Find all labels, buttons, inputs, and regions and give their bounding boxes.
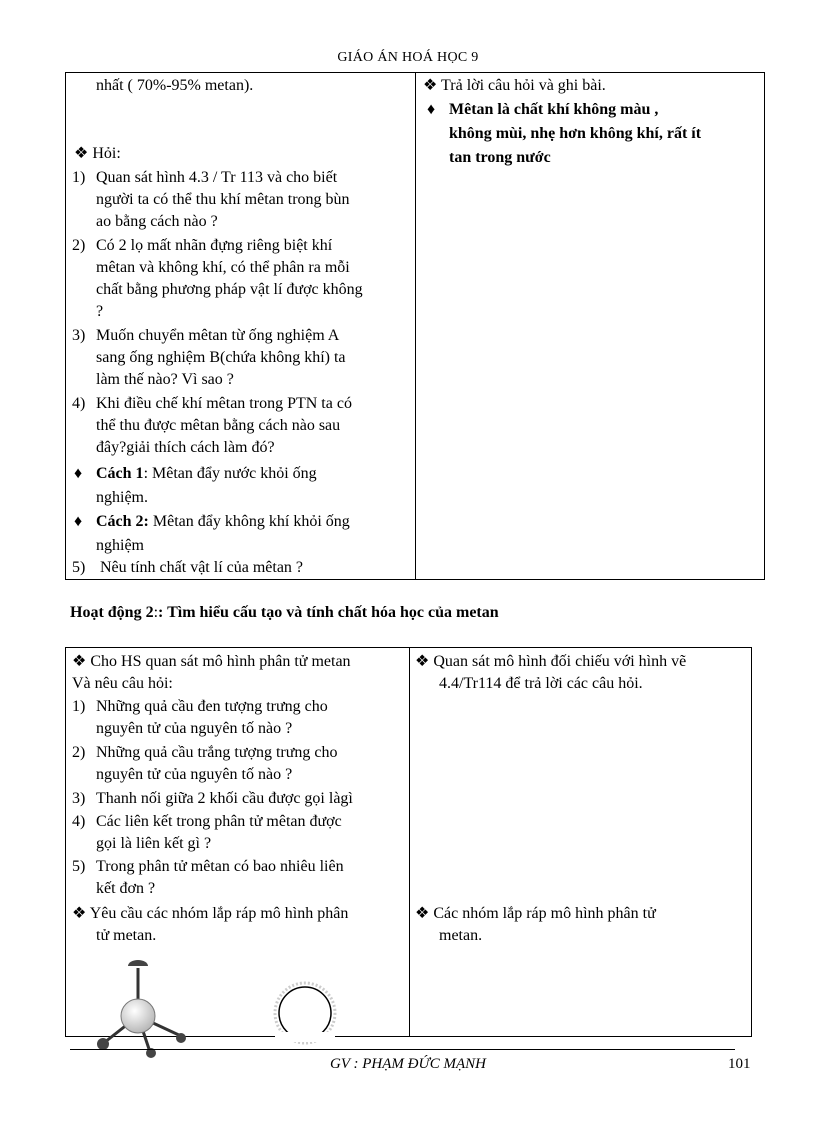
q2-line1: Những quả cầu trắng tượng trưng cho <box>96 744 338 761</box>
observe-line1: ❖ Quan sát mô hình đối chiếu với hình vẽ <box>415 653 687 670</box>
q2-number: 2) <box>72 237 86 254</box>
intro-line1: ❖ Cho HS quan sát mô hình phân tử metan <box>72 653 351 670</box>
left-column <box>66 73 415 579</box>
section-heading: Hoạt động 2:: Tìm hiểu cấu tạo và tính chất hóa học của metan <box>70 604 499 621</box>
footer-teacher: GV : PHẠM ĐỨC MẠNH <box>330 1056 487 1072</box>
section-title: : Tìm hiểu cấu tạo và tính chất hóa học của metan <box>158 604 499 621</box>
sphere-ring-icon <box>275 983 335 1043</box>
q4-line2: gọi là liên kết gì ? <box>96 835 212 852</box>
q2-line4: ? <box>96 303 104 320</box>
q1-line1: Những quả cầu đen tượng trưng cho <box>96 698 328 715</box>
q5-number: 5) <box>72 559 86 576</box>
q3-line2: sang ống nghiệm B(chứa không khí) ta <box>96 349 346 366</box>
q4-line1: Khi điều chế khí mêtan trong PTN ta có <box>96 395 352 412</box>
q2-number: 2) <box>72 744 86 761</box>
answer-line3: tan trong nước <box>449 149 551 166</box>
method-1: Cách 1: Mêtan đẩy nước khỏi ống <box>96 465 317 482</box>
q5-line1: Nêu tính chất vật lí của mêtan ? <box>100 559 304 576</box>
right-column <box>415 73 764 579</box>
q4-number: 4) <box>72 395 86 412</box>
answer-instruction: ❖ Trả lời câu hỏi và ghi bài. <box>423 77 606 94</box>
assemble-line1: ❖ Các nhóm lắp ráp mô hình phân tử <box>415 905 656 922</box>
q1-line2: nguyên tử của nguyên tố nào ? <box>96 720 293 737</box>
q4-number: 4) <box>72 813 86 830</box>
answer-line2: không mùi, nhẹ hơn không khí, rất ít <box>449 125 702 142</box>
page-header: GIÁO ÁN HOÁ HỌC 9 <box>337 50 479 65</box>
task-line2: tử metan. <box>96 927 157 944</box>
q5-line1: Trong phân tử mêtan có bao nhiêu liên <box>96 858 344 875</box>
diamond-bullet-icon: ♦ <box>427 101 436 118</box>
method-1-cont: nghiệm. <box>96 489 148 506</box>
q3-number: 3) <box>72 327 86 344</box>
q2-line2: mêtan và không khí, có thể phân ra mỗi <box>96 259 350 276</box>
methane-molecule-icon <box>97 960 186 1058</box>
q3-number: 3) <box>72 790 86 807</box>
q1-line1: Quan sát hình 4.3 / Tr 113 và cho biết <box>96 169 338 186</box>
diamond-bullet-icon: ♦ <box>74 465 83 482</box>
answer-line1: Mêtan là chất khí không màu , <box>449 101 659 118</box>
table-activity-1 <box>65 72 765 580</box>
observe-line2: 4.4/Tr114 để trả lời các câu hỏi. <box>439 675 643 692</box>
q5-line2: kết đơn ? <box>96 880 156 897</box>
method-2: Cách 2: Mêtan đẩy không khí khỏi ống <box>96 513 350 530</box>
q3-line1: Muốn chuyển mêtan từ ống nghiệm A <box>96 327 340 344</box>
q1-line2: người ta có thể thu khí mêtan trong bùn <box>96 191 350 208</box>
continued-text: nhất ( 70%-95% metan). <box>96 77 254 94</box>
footer-rule <box>70 1049 735 1050</box>
q1-line3: ao bằng cách nào ? <box>96 213 218 230</box>
task-line1: ❖ Yêu cầu các nhóm lắp ráp mô hình phân <box>72 905 349 922</box>
q4-line3: đây?giải thích cách làm đó? <box>96 439 275 456</box>
intro-line2: Và nêu câu hỏi: <box>72 675 173 692</box>
q5-number: 5) <box>72 858 86 875</box>
q3-line1: Thanh nối giữa 2 khối cầu được gọi làgì <box>96 790 353 807</box>
q4-line2: thể thu được mêtan bằng cách nào sau <box>96 417 341 434</box>
question-heading: ❖ Hỏi: <box>74 145 121 162</box>
q2-line3: chất bằng phương pháp vật lí được không <box>96 281 363 298</box>
q3-line3: làm thế nào? Vì sao ? <box>96 371 234 388</box>
q2-line1: Có 2 lọ mất nhãn đựng riêng biệt khí <box>96 237 333 254</box>
q1-number: 1) <box>72 698 86 715</box>
q1-number: 1) <box>72 169 86 186</box>
method-2-cont: nghiệm <box>96 537 144 554</box>
page-number: 101 <box>728 1056 751 1072</box>
q4-line1: Các liên kết trong phân tử mêtan được <box>96 813 342 830</box>
diamond-bullet-icon: ♦ <box>74 513 83 530</box>
assemble-line2: metan. <box>439 927 483 944</box>
q2-line2: nguyên tử của nguyên tố nào ? <box>96 766 293 783</box>
methane-model-illustration <box>95 958 355 1058</box>
right-column <box>409 648 751 1036</box>
